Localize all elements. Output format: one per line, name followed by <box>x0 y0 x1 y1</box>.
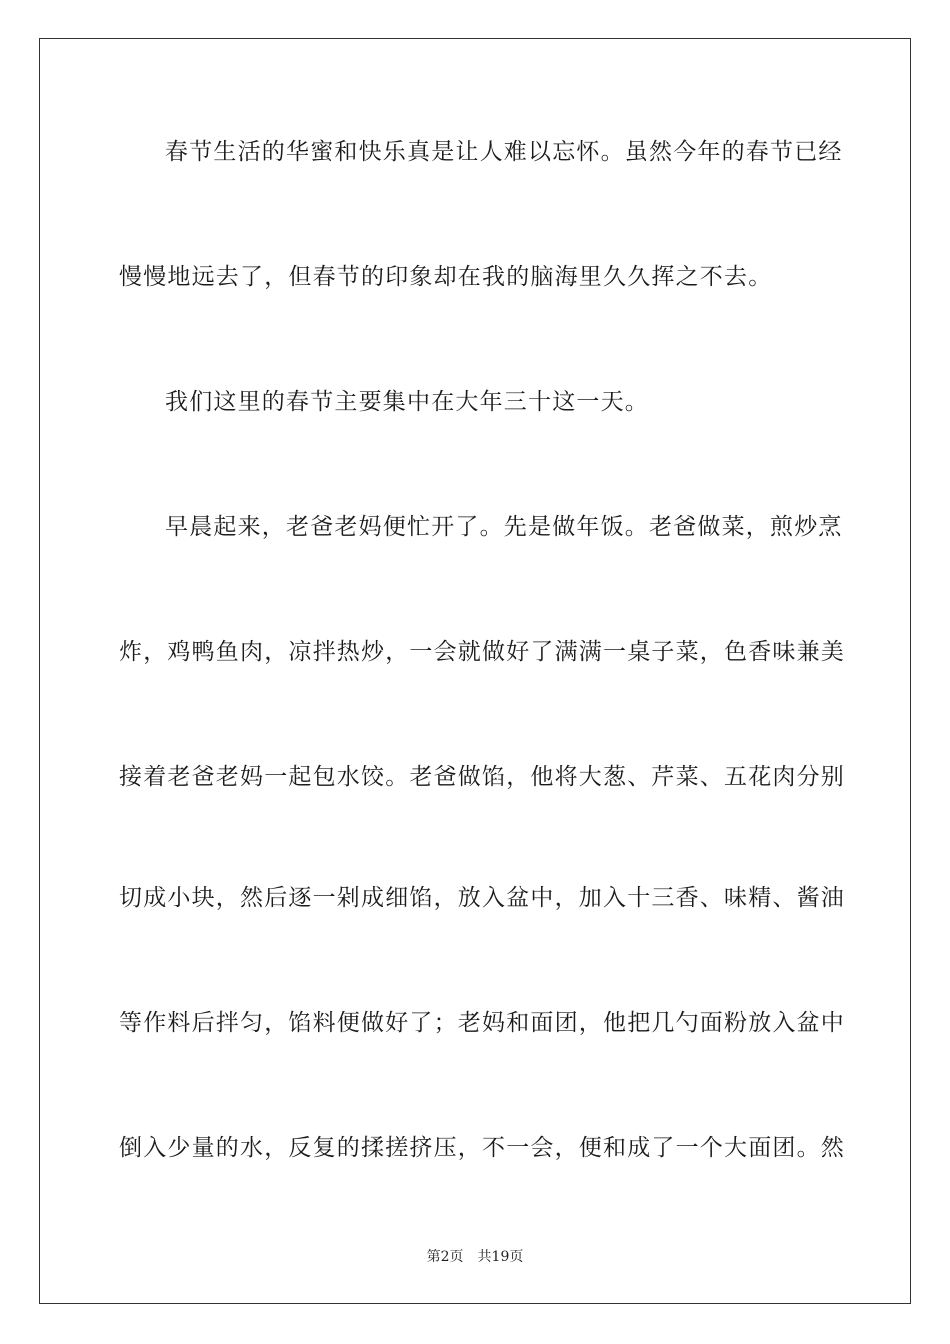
paragraph-3-line-5: 等作料后拌匀，馅料便做好了；老妈和面团，他把几勺面粉放入盆中 <box>119 1010 845 1036</box>
paragraph-3-line-3: 接着老爸老妈一起包水饺。老爸做馅，他将大葱、芹菜、五花肉分别 <box>119 764 845 790</box>
page-footer <box>0 1247 950 1267</box>
paragraph-1-line-2: 慢慢地远去了，但春节的印象却在我的脑海里久久挥之不去。 <box>119 264 773 290</box>
page-number: 第2页 <box>426 1249 464 1265</box>
paragraph-1-line-1: 春节生活的华蜜和快乐真是让人难以忘怀。虽然今年的春节已经 <box>165 139 843 165</box>
paragraph-2-line-1: 我们这里的春节主要集中在大年三十这一天。 <box>165 389 649 415</box>
page-border <box>39 38 911 1304</box>
paragraph-3-line-1: 早晨起来，老爸老妈便忙开了。先是做年饭。老爸做菜，煎炒烹 <box>165 514 843 540</box>
paragraph-3-line-6: 倒入少量的水，反复的揉搓挤压，不一会，便和成了一个大面团。然 <box>119 1135 845 1161</box>
page-total: 共19页 <box>477 1249 524 1265</box>
paragraph-3-line-2: 炸，鸡鸭鱼肉，凉拌热炒，一会就做好了满满一桌子菜，色香味兼美 <box>119 639 845 665</box>
paragraph-3-line-4: 切成小块，然后逐一剁成细馅，放入盆中，加入十三香、味精、酱油 <box>119 885 845 911</box>
